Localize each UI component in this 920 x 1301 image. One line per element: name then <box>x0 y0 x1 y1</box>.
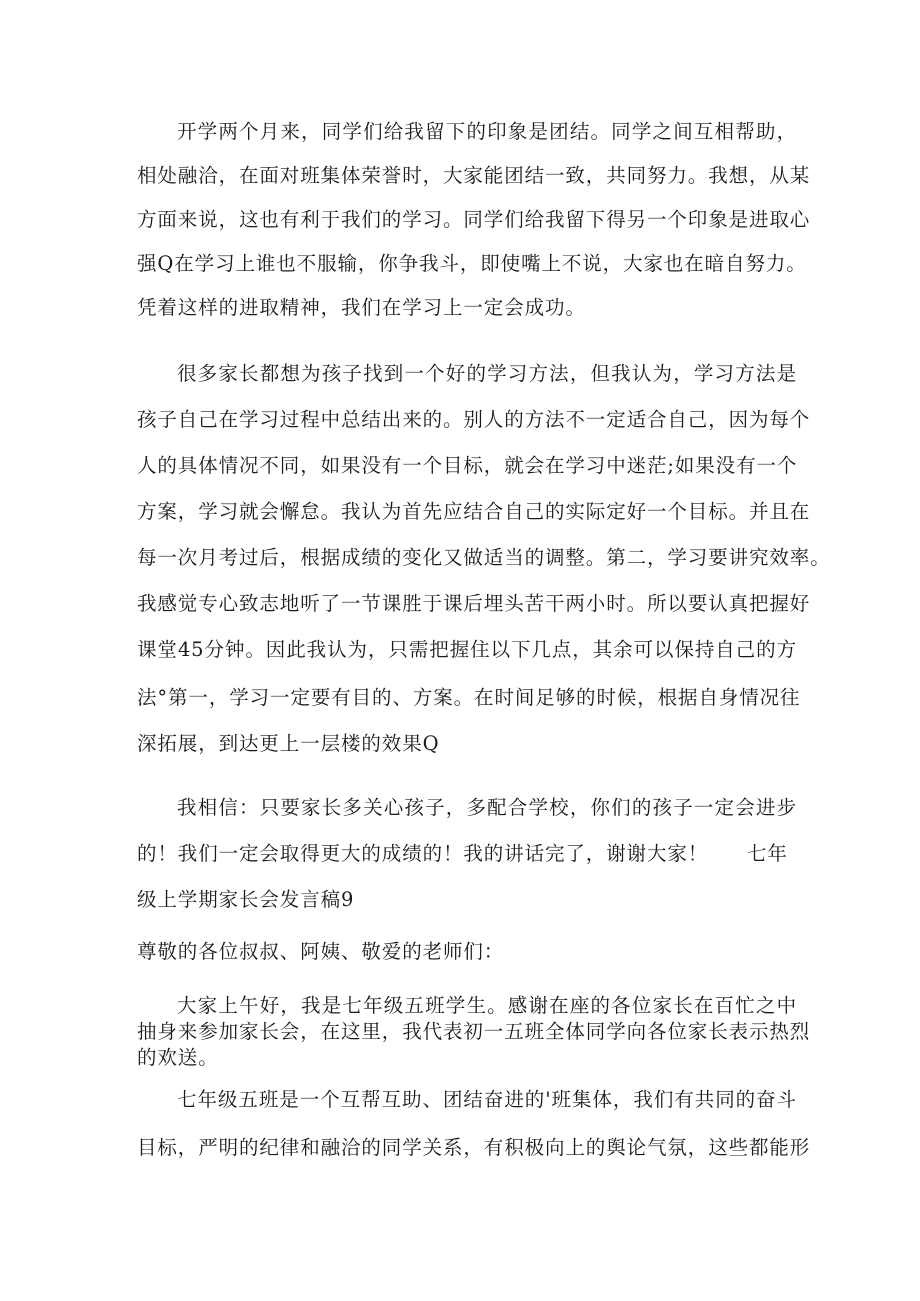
paragraph-line: 深拓展，到达更上一层楼的效果Q <box>137 732 440 755</box>
paragraph-line: 目标，严明的纪律和融洽的同学关系，有积极向上的舆论气氛，这些都能形 <box>137 1136 811 1159</box>
paragraph-line: 方面来说，这也有利于我们的学习。同学们给我留下得另一个印象是进取心 <box>137 208 811 231</box>
paragraph-line: 人的具体情况不同，如果没有一个目标，就会在学习中迷茫;如果没有一个 <box>137 454 798 477</box>
section-heading-start: 七年 <box>747 842 788 865</box>
section-heading-end: 级上学期家长会发言稿9 <box>137 888 355 911</box>
paragraph-line: 相处融洽，在面对班集体荣誉时，大家能团结一致，共同努力。我想，从某 <box>137 164 811 187</box>
paragraph-line: 课堂45分钟。因此我认为，只需把握住以下几点，其余可以保持自己的方 <box>137 638 797 661</box>
paragraph-line: 法°第一，学习一定要有目的、方案。在时间足够的时候，根据自身情况往 <box>137 686 801 709</box>
paragraph-line: 我感觉专心致志地听了一节课胜于课后埋头苦干两小时。所以要认真把握好 <box>137 592 811 615</box>
paragraph-line: 凭着这样的进取精神，我们在学习上一定会成功。 <box>137 296 586 319</box>
paragraph-line: 每一次月考过后，根据成绩的变化又做适当的调整。第二，学习要讲究效率。 <box>137 546 831 569</box>
paragraph-line: 强Q在学习上谁也不服输，你争我斗，即使嘴上不说，大家也在暗自努力。 <box>137 252 807 275</box>
paragraph-line: 孩子自己在学习过程中总结出来的。别人的方法不一定适合自己，因为每个 <box>137 408 811 431</box>
paragraph-line: 很多家长都想为孩子找到一个好的学习方法，但我认为，学习方法是 <box>177 362 797 385</box>
paragraph-line: 的！我们一定会取得更大的成绩的！我的讲话完了，谢谢大家！ <box>137 842 709 865</box>
salutation: 尊敬的各位叔叔、阿姨、敬爱的老师们： <box>137 940 505 963</box>
paragraph-line: 抽身来参加家长会，在这里，我代表初一五班全体同学向各位家长表示热烈 <box>137 1020 811 1043</box>
paragraph-line: 方案，学习就会懈怠。我认为首先应结合自己的实际定好一个目标。并且在 <box>137 500 811 523</box>
paragraph-line: 开学两个月来，同学们给我留下的印象是团结。同学之间互相帮助， <box>177 120 797 143</box>
paragraph-line: 的欢送。 <box>137 1046 219 1069</box>
paragraph-line: 大家上午好，我是七年级五班学生。感谢在座的各位家长在百忙之中 <box>177 994 797 1017</box>
paragraph-line: 我相信：只要家长多关心孩子，多配合学校，你们的孩子一定会进步 <box>177 796 797 819</box>
paragraph-line: 七年级五班是一个互帮互助、团结奋进的'班集体，我们有共同的奋斗 <box>177 1088 797 1111</box>
